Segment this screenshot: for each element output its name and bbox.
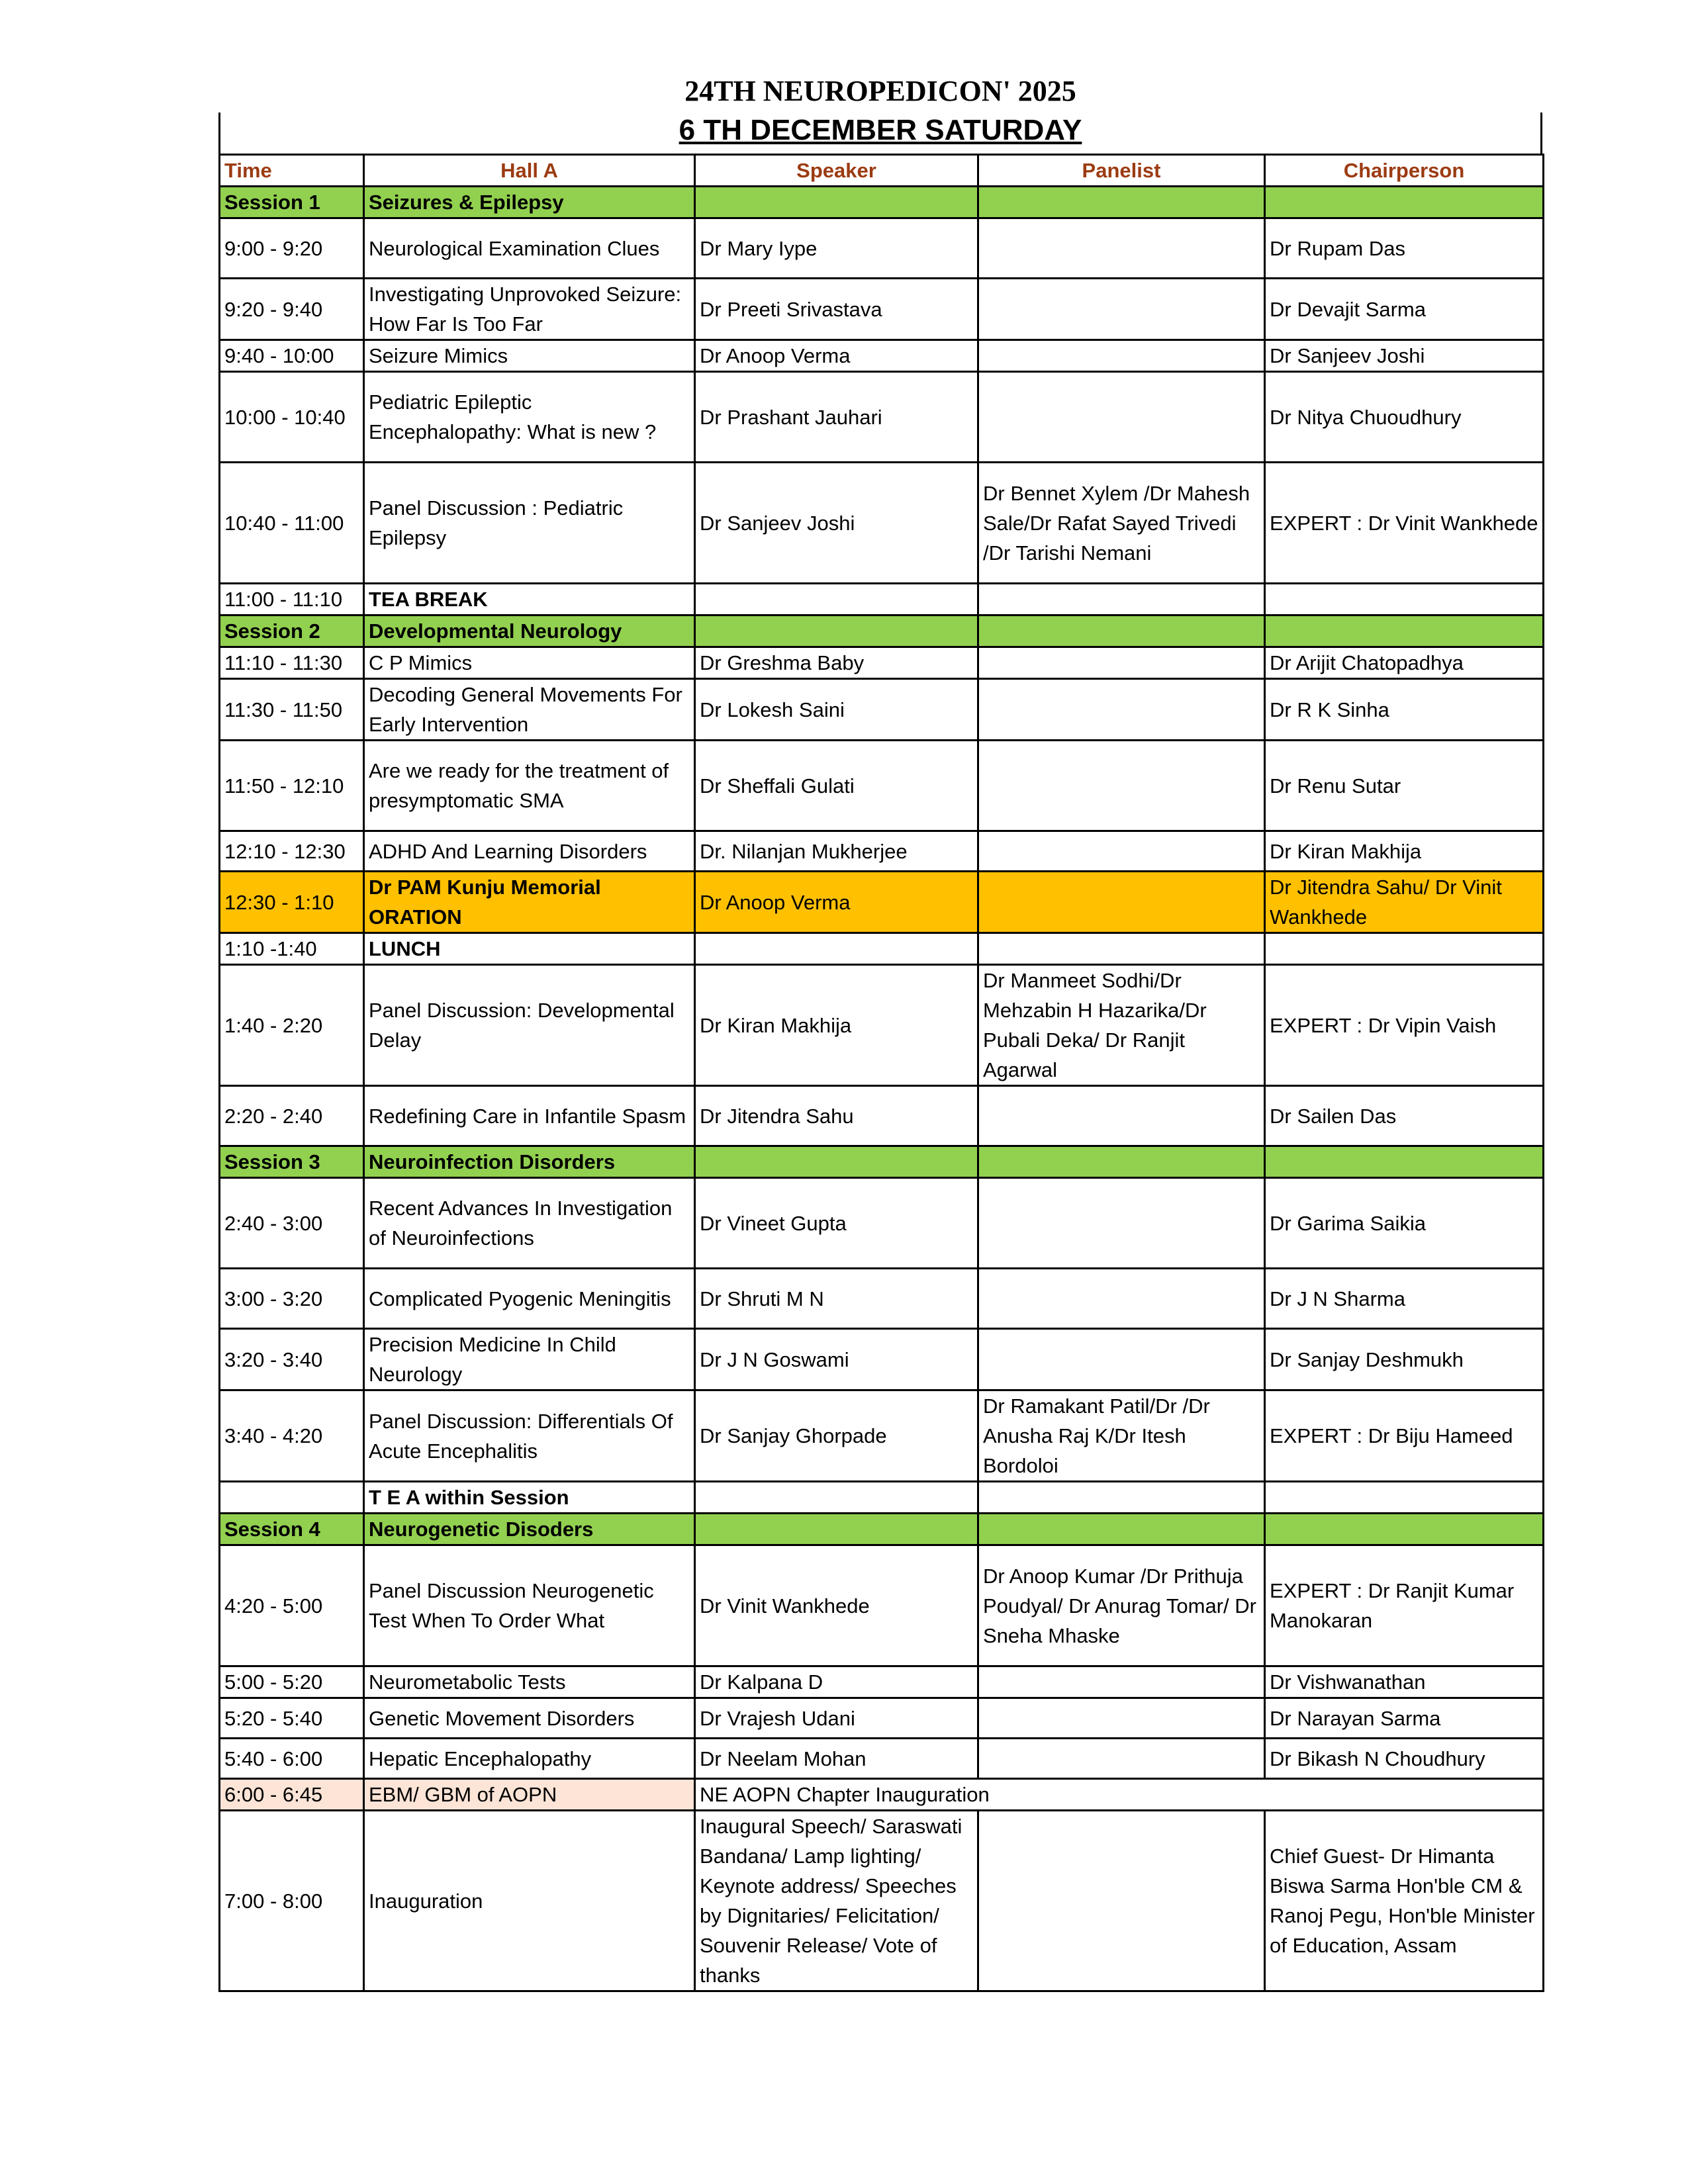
speaker-cell: Dr Anoop Verma: [695, 872, 978, 933]
hall-cell: Hepatic Encephalopathy: [364, 1739, 695, 1779]
merged-cell: NE AOPN Chapter Inauguration: [695, 1779, 1544, 1811]
panelist-cell: [978, 647, 1265, 679]
chairperson-cell: EXPERT : Dr Vinit Wankhede: [1265, 463, 1544, 584]
speaker-cell: [695, 933, 978, 965]
schedule-row: [220, 1178, 1544, 1269]
panelist-cell: [978, 933, 1265, 965]
chairperson-cell: [1265, 187, 1544, 218]
schedule-row: [220, 1666, 1544, 1698]
speaker-cell: Dr Sanjeev Joshi: [695, 463, 978, 584]
panelist-cell: Dr Anoop Kumar /Dr Prithuja Poudyal/ Dr Anurag Tomar/ Dr Sneha Mhaske: [978, 1545, 1265, 1666]
hall-cell: Decoding General Movements For Early Intervention: [364, 679, 695, 741]
panelist-cell: [978, 187, 1265, 218]
chairperson-cell: [1265, 1514, 1544, 1545]
chairperson-cell: Dr Devajit Sarma: [1265, 279, 1544, 340]
hall-cell: EBM/ GBM of AOPN: [364, 1779, 695, 1811]
hall-cell: Genetic Movement Disorders: [364, 1698, 695, 1739]
schedule-row: [220, 1545, 1544, 1666]
schedule-row: [220, 463, 1544, 584]
time-cell: 11:00 - 11:10: [220, 584, 364, 615]
panelist-cell: [978, 741, 1265, 831]
panelist-cell: [978, 1146, 1265, 1178]
schedule-row: [220, 1390, 1544, 1482]
chairperson-cell: Dr Renu Sutar: [1265, 741, 1544, 831]
time-cell: 1:40 - 2:20: [220, 965, 364, 1086]
speaker-cell: Dr Vinit Wankhede: [695, 1545, 978, 1666]
panelist-cell: [978, 679, 1265, 741]
schedule-row: [220, 933, 1544, 965]
panelist-cell: [978, 1666, 1265, 1698]
chairperson-cell: [1265, 1482, 1544, 1514]
speaker-cell: Dr Preeti Srivastava: [695, 279, 978, 340]
chairperson-cell: Dr Garima Saikia: [1265, 1178, 1544, 1269]
time-cell: 12:10 - 12:30: [220, 831, 364, 872]
speaker-cell: Dr Shruti M N: [695, 1269, 978, 1329]
panelist-cell: [978, 1178, 1265, 1269]
time-cell: 3:40 - 4:20: [220, 1390, 364, 1482]
hall-cell: Investigating Unprovoked Seizure: How Far Is Too Far: [364, 279, 695, 340]
hall-cell: LUNCH: [364, 933, 695, 965]
schedule-row: [220, 372, 1544, 463]
speaker-cell: Dr Kiran Makhija: [695, 965, 978, 1086]
chairperson-cell: EXPERT : Dr Vipin Vaish: [1265, 965, 1544, 1086]
schedule-row: [220, 279, 1544, 340]
hall-cell: Recent Advances In Investigation of Neuroinfections: [364, 1178, 695, 1269]
speaker-cell: Dr Mary Iype: [695, 218, 978, 279]
chairperson-cell: [1265, 615, 1544, 647]
chairperson-cell: Dr Nitya Chuoudhury: [1265, 372, 1544, 463]
hall-cell: Panel Discussion Neurogenetic Test When To Order What: [364, 1545, 695, 1666]
schedule-row: [220, 872, 1544, 933]
time-cell: 3:20 - 3:40: [220, 1329, 364, 1390]
hall-cell: Developmental Neurology: [364, 615, 695, 647]
panelist-cell: Dr Manmeet Sodhi/Dr Mehzabin H Hazarika/Dr Pubali Deka/ Dr Ranjit Agarwal: [978, 965, 1265, 1086]
hall-cell: Neurological Examination Clues: [364, 218, 695, 279]
panelist-cell: [978, 1698, 1265, 1739]
time-cell: 9:40 - 10:00: [220, 340, 364, 372]
time-cell: 11:50 - 12:10: [220, 741, 364, 831]
hall-cell: Panel Discussion: Differentials Of Acute Encephalitis: [364, 1390, 695, 1482]
time-cell: Session 2: [220, 615, 364, 647]
panelist-cell: [978, 615, 1265, 647]
time-cell: 11:10 - 11:30: [220, 647, 364, 679]
panelist-cell: Dr Ramakant Patil/Dr /Dr Anusha Raj K/Dr Itesh Bordoloi: [978, 1390, 1265, 1482]
speaker-cell: Dr Anoop Verma: [695, 340, 978, 372]
speaker-cell: [695, 584, 978, 615]
schedule-row: [220, 1779, 1544, 1811]
schedule-row: [220, 679, 1544, 741]
speaker-cell: Dr Jitendra Sahu: [695, 1086, 978, 1146]
header-row: [220, 155, 1544, 187]
time-cell: 9:00 - 9:20: [220, 218, 364, 279]
hall-cell: Pediatric Epileptic Encephalopathy: What is new ?: [364, 372, 695, 463]
speaker-cell: [695, 1514, 978, 1545]
speaker-cell: Dr Prashant Jauhari: [695, 372, 978, 463]
panelist-cell: [978, 1514, 1265, 1545]
day-title: 6 TH DECEMBER SATURDAY: [679, 114, 1082, 146]
hall-cell: C P Mimics: [364, 647, 695, 679]
chairperson-cell: EXPERT : Dr Ranjit Kumar Manokaran: [1265, 1545, 1544, 1666]
hall-cell: ADHD And Learning Disorders: [364, 831, 695, 872]
time-cell: Session 3: [220, 1146, 364, 1178]
hall-cell: Seizure Mimics: [364, 340, 695, 372]
time-cell: 2:40 - 3:00: [220, 1178, 364, 1269]
schedule-row: [220, 1698, 1544, 1739]
schedule-table: [218, 154, 1544, 1992]
column-header-panelist: Panelist: [978, 155, 1265, 187]
hall-cell: Are we ready for the treatment of presymptomatic SMA: [364, 741, 695, 831]
speaker-cell: Dr Vrajesh Udani: [695, 1698, 978, 1739]
time-cell: 10:00 - 10:40: [220, 372, 364, 463]
time-cell: 5:20 - 5:40: [220, 1698, 364, 1739]
time-cell: 6:00 - 6:45: [220, 1779, 364, 1811]
time-cell: Session 4: [220, 1514, 364, 1545]
chairperson-cell: Dr Arijit Chatopadhya: [1265, 647, 1544, 679]
panelist-cell: Dr Bennet Xylem /Dr Mahesh Sale/Dr Rafat Sayed Trivedi /Dr Tarishi Nemani: [978, 463, 1265, 584]
schedule-row: [220, 1482, 1544, 1514]
speaker-cell: Dr. Nilanjan Mukherjee: [695, 831, 978, 872]
schedule-row: [220, 1146, 1544, 1178]
time-cell: 12:30 - 1:10: [220, 872, 364, 933]
hall-cell: Inauguration: [364, 1811, 695, 1991]
chairperson-cell: [1265, 1146, 1544, 1178]
speaker-cell: Dr Kalpana D: [695, 1666, 978, 1698]
speaker-cell: Dr Greshma Baby: [695, 647, 978, 679]
speaker-cell: Dr Vineet Gupta: [695, 1178, 978, 1269]
panelist-cell: [978, 1482, 1265, 1514]
hall-cell: Panel Discussion: Developmental Delay: [364, 965, 695, 1086]
time-cell: Session 1: [220, 187, 364, 218]
schedule-row: [220, 1269, 1544, 1329]
schedule-row: [220, 647, 1544, 679]
time-cell: 7:00 - 8:00: [220, 1811, 364, 1991]
speaker-cell: [695, 1482, 978, 1514]
chairperson-cell: Dr Vishwanathan: [1265, 1666, 1544, 1698]
chairperson-cell: Dr Jitendra Sahu/ Dr Vinit Wankhede: [1265, 872, 1544, 933]
schedule-row: [220, 1739, 1544, 1779]
chairperson-cell: Dr Sailen Das: [1265, 1086, 1544, 1146]
speaker-cell: Dr J N Goswami: [695, 1329, 978, 1390]
chairperson-cell: Dr Rupam Das: [1265, 218, 1544, 279]
hall-cell: TEA BREAK: [364, 584, 695, 615]
schedule-row: [220, 965, 1544, 1086]
speaker-cell: [695, 187, 978, 218]
schedule-row: [220, 218, 1544, 279]
hall-cell: T E A within Session: [364, 1482, 695, 1514]
chairperson-cell: Dr J N Sharma: [1265, 1269, 1544, 1329]
speaker-cell: Dr Sanjay Ghorpade: [695, 1390, 978, 1482]
right-border: [1540, 113, 1542, 154]
schedule-row: [220, 340, 1544, 372]
speaker-cell: Dr Neelam Mohan: [695, 1739, 978, 1779]
time-cell: 5:40 - 6:00: [220, 1739, 364, 1779]
hall-cell: Redefining Care in Infantile Spasm: [364, 1086, 695, 1146]
hall-cell: Seizures & Epilepsy: [364, 187, 695, 218]
schedule-row: [220, 1086, 1544, 1146]
panelist-cell: [978, 372, 1265, 463]
column-header-speaker: Speaker: [695, 155, 978, 187]
schedule-row: [220, 831, 1544, 872]
panelist-cell: [978, 218, 1265, 279]
hall-cell: Precision Medicine In Child Neurology: [364, 1329, 695, 1390]
left-border: [218, 113, 220, 154]
schedule-row: [220, 1329, 1544, 1390]
chairperson-cell: Chief Guest- Dr Himanta Biswa Sarma Hon'ble CM & Ranoj Pegu, Hon'ble Minister of Education, Assam: [1265, 1811, 1544, 1991]
schedule-row: [220, 584, 1544, 615]
column-header-hall: Hall A: [364, 155, 695, 187]
time-cell: 5:00 - 5:20: [220, 1666, 364, 1698]
chairperson-cell: Dr Bikash N Choudhury: [1265, 1739, 1544, 1779]
panelist-cell: [978, 340, 1265, 372]
panelist-cell: [978, 1329, 1265, 1390]
schedule-row: [220, 1811, 1544, 1991]
hall-cell: Complicated Pyogenic Meningitis: [364, 1269, 695, 1329]
chairperson-cell: Dr Sanjeev Joshi: [1265, 340, 1544, 372]
panelist-cell: [978, 1086, 1265, 1146]
schedule-row: [220, 1514, 1544, 1545]
schedule-row: [220, 741, 1544, 831]
panelist-cell: [978, 584, 1265, 615]
chairperson-cell: Dr Sanjay Deshmukh: [1265, 1329, 1544, 1390]
time-cell: 9:20 - 9:40: [220, 279, 364, 340]
speaker-cell: Dr Lokesh Saini: [695, 679, 978, 741]
schedule-row: [220, 187, 1544, 218]
speaker-cell: Inaugural Speech/ Saraswati Bandana/ Lamp lighting/ Keynote address/ Speeches by Dignitaries/ Felicitation/ Souvenir Release/ Vote of thanks: [695, 1811, 978, 1991]
panelist-cell: [978, 872, 1265, 933]
panelist-cell: [978, 1739, 1265, 1779]
panelist-cell: [978, 1811, 1265, 1991]
chairperson-cell: Dr Narayan Sarma: [1265, 1698, 1544, 1739]
event-title: 24TH NEUROPEDICON' 2025: [684, 75, 1076, 107]
hall-cell: Dr PAM Kunju Memorial ORATION: [364, 872, 695, 933]
chairperson-cell: [1265, 933, 1544, 965]
panelist-cell: [978, 279, 1265, 340]
column-header-chairperson: Chairperson: [1265, 155, 1544, 187]
chairperson-cell: Dr R K Sinha: [1265, 679, 1544, 741]
speaker-cell: [695, 1146, 978, 1178]
chairperson-cell: [1265, 584, 1544, 615]
time-cell: 1:10 -1:40: [220, 933, 364, 965]
chairperson-cell: EXPERT : Dr Biju Hameed: [1265, 1390, 1544, 1482]
time-cell: 11:30 - 11:50: [220, 679, 364, 741]
time-cell: 4:20 - 5:00: [220, 1545, 364, 1666]
time-cell: 3:00 - 3:20: [220, 1269, 364, 1329]
chairperson-cell: Dr Kiran Makhija: [1265, 831, 1544, 872]
hall-cell: Neurometabolic Tests: [364, 1666, 695, 1698]
hall-cell: Neuroinfection Disorders: [364, 1146, 695, 1178]
schedule-row: [220, 615, 1544, 647]
time-cell: 2:20 - 2:40: [220, 1086, 364, 1146]
hall-cell: Neurogenetic Disoders: [364, 1514, 695, 1545]
hall-cell: Panel Discussion : Pediatric Epilepsy: [364, 463, 695, 584]
panelist-cell: [978, 1269, 1265, 1329]
speaker-cell: Dr Sheffali Gulati: [695, 741, 978, 831]
time-cell: [220, 1482, 364, 1514]
panelist-cell: [978, 831, 1265, 872]
time-cell: 10:40 - 11:00: [220, 463, 364, 584]
column-header-time: Time: [220, 155, 364, 187]
speaker-cell: [695, 615, 978, 647]
